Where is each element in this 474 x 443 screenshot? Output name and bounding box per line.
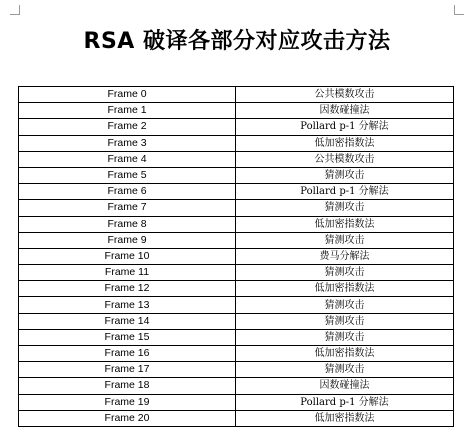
frame-cell: Frame 15	[19, 329, 236, 345]
page-corner-mark-left	[10, 5, 20, 15]
table-row	[19, 216, 454, 232]
table-row	[19, 119, 454, 135]
frame-cell: Frame 18	[19, 378, 236, 394]
frame-cell: Frame 7	[19, 200, 236, 216]
frame-cell: Frame 16	[19, 346, 236, 362]
attack-method-cell: Pollard p-1 分解法	[236, 184, 454, 200]
page-corner-mark-right	[454, 5, 464, 15]
table-row	[19, 313, 454, 329]
table-row	[19, 394, 454, 410]
table-row	[19, 410, 454, 426]
table-row	[19, 248, 454, 264]
frame-cell: Frame 4	[19, 151, 236, 167]
table-row	[19, 151, 454, 167]
frame-cell: Frame 13	[19, 297, 236, 313]
attack-method-cell: 猜测攻击	[236, 313, 454, 329]
attack-method-cell: 费马分解法	[236, 248, 454, 264]
frame-cell: Frame 5	[19, 167, 236, 183]
table-row	[19, 200, 454, 216]
attack-method-cell: 因数碰撞法	[236, 378, 454, 394]
frame-cell: Frame 11	[19, 265, 236, 281]
attack-method-cell: 低加密指数法	[236, 216, 454, 232]
frame-cell: Frame 10	[19, 248, 236, 264]
table-row	[19, 265, 454, 281]
frame-cell: Frame 8	[19, 216, 236, 232]
frame-cell: Frame 0	[19, 87, 236, 103]
attack-method-cell: 公共模数攻击	[236, 151, 454, 167]
attack-method-cell: Pollard p-1 分解法	[236, 394, 454, 410]
frame-cell: Frame 2	[19, 119, 236, 135]
attack-method-cell: Pollard p-1 分解法	[236, 119, 454, 135]
table-row	[19, 378, 454, 394]
frame-cell: Frame 9	[19, 232, 236, 248]
table-row	[19, 232, 454, 248]
table-row	[19, 362, 454, 378]
table-row	[19, 297, 454, 313]
attack-method-cell: 猜测攻击	[236, 200, 454, 216]
attack-method-table	[18, 86, 454, 427]
attack-method-cell: 因数碰撞法	[236, 103, 454, 119]
attack-method-cell: 猜测攻击	[236, 297, 454, 313]
table-row	[19, 103, 454, 119]
table-row	[19, 135, 454, 151]
table-row	[19, 329, 454, 345]
frame-cell: Frame 20	[19, 410, 236, 426]
attack-method-cell: 猜测攻击	[236, 232, 454, 248]
attack-method-cell: 猜测攻击	[236, 265, 454, 281]
table-row	[19, 346, 454, 362]
attack-method-cell: 猜测攻击	[236, 167, 454, 183]
attack-method-cell: 低加密指数法	[236, 410, 454, 426]
attack-method-cell: 低加密指数法	[236, 135, 454, 151]
document-title: RSA 破译各部分对应攻击方法	[83, 29, 391, 54]
attack-method-cell: 低加密指数法	[236, 346, 454, 362]
table-row	[19, 87, 454, 103]
table-body	[19, 87, 454, 427]
frame-cell: Frame 14	[19, 313, 236, 329]
attack-method-cell: 猜测攻击	[236, 362, 454, 378]
frame-cell: Frame 17	[19, 362, 236, 378]
attack-method-cell: 猜测攻击	[236, 329, 454, 345]
frame-cell: Frame 19	[19, 394, 236, 410]
table-row	[19, 167, 454, 183]
frame-cell: Frame 12	[19, 281, 236, 297]
table-row	[19, 184, 454, 200]
attack-method-cell: 公共模数攻击	[236, 87, 454, 103]
table-row	[19, 281, 454, 297]
frame-cell: Frame 3	[19, 135, 236, 151]
frame-cell: Frame 1	[19, 103, 236, 119]
frame-cell: Frame 6	[19, 184, 236, 200]
attack-method-cell: 低加密指数法	[236, 281, 454, 297]
